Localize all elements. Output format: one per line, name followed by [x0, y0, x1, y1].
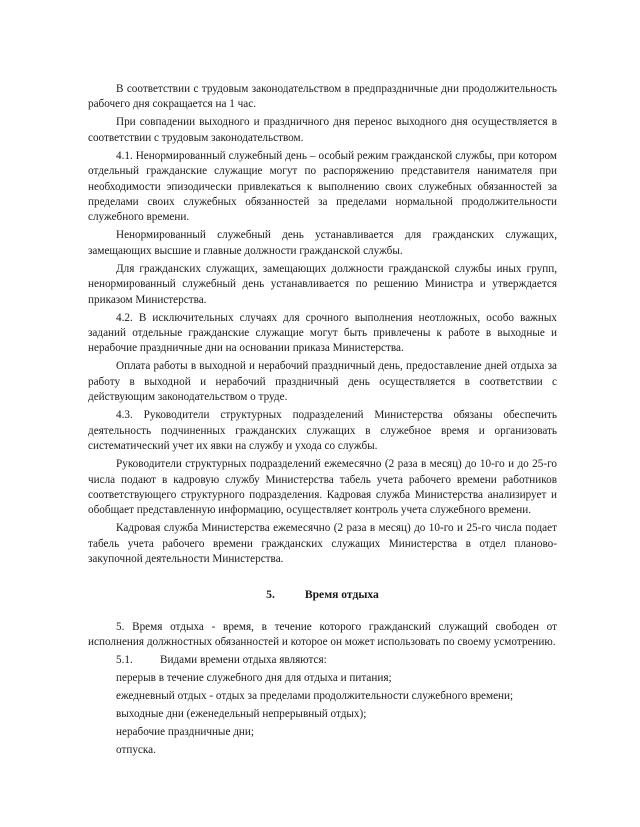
rest-types-list — [88, 653, 557, 758]
list-item: отпуска. — [116, 744, 156, 757]
list-item: ежедневный отдых - отдых за пределами продолжительности служебного времени; — [116, 690, 514, 703]
section-title: Время отдыха — [304, 587, 379, 601]
rest-types-heading — [88, 653, 557, 668]
rest-types-number: 5.1. — [116, 654, 133, 667]
paragraph-timesheet-hr: Кадровая служба Министерства ежемесячно (2 раза в месяц) до 10-го и 25-го числа подает табель учета рабочего времени гражданских служащих Министерства в отдел планово-закупочной деятельности Министерства. — [88, 522, 557, 566]
list-item: нерабочие праздничные дни; — [116, 726, 254, 739]
paragraph-holiday-pay: Оплата работы в выходной и нерабочий праздничный день, предоставление дней отдыха за работу в выходной и нерабочий праздничный день осуществляется в соответствии с действующим законодательством о труде. — [88, 360, 557, 404]
list-item: выходные дни (еженедельный непрерывный отдых); — [116, 708, 367, 721]
paragraph-timesheet-departments: Руководители структурных подразделений ежемесячно (2 раза в месяц) до 10-го и до 25-го числа подают в кадровую службу Министерства табель учета рабочего времени работников соответствующего структурного подразделения. Кадровая служба Министерства анализирует и обобщает представленную информацию, осуществляет контроль учета служебного времени. — [88, 458, 557, 517]
rest-types-heading-text: Видами времени отдыха являются: — [160, 654, 327, 667]
section-number: 5. — [266, 587, 275, 601]
paragraph-4-1: 4.1. Ненормированный служебный день – особый режим гражданской службы, при котором отдельный гражданские служащие могут по распоряжению представителя нанимателя при необходимости эпизодически привлекаться к выполнению своих служебных обязанностей за пределами своих служебных обязанностей за пределами нормальной продолжительности служебного времени. — [88, 149, 557, 224]
paragraph-section-intro: 5. Время отдыха - время, в течение которого гражданский служащий свободен от исполнения должностных обязанностей и которое он может использовать по своему усмотрению. — [88, 620, 557, 649]
paragraph-4-3: 4.3. Руководители структурных подразделений Министерства обязаны обеспечить деятельность подчиненных гражданских служащих в служебное время и организовать систематический учет их явки на службу и ухода со службы. — [88, 409, 557, 453]
paragraph-preholiday: В соответствии с трудовым законодательством в предпраздничные дни продолжительность рабочего дня сокращается на 1 час. — [88, 83, 557, 111]
paragraph-4-2: 4.2. В исключительных случаях для срочного выполнения неотложных, особо важных заданий отдельные гражданские служащие могут быть привлечены к работе в выходные и нерабочие праздничные дни на основании приказа Министерства. — [88, 311, 557, 355]
section-heading — [88, 587, 557, 602]
paragraph-day-off-transfer: При совпадении выходного и праздничного дня перенос выходного дня осуществляется в соответствии с трудовым законодательством. — [88, 116, 557, 144]
paragraph-irregular-day-other: Для гражданских служащих, замещающих должности гражданской службы иных групп, ненормированный служебный день устанавливается по решению Министра и утверждается приказом Министерства. — [88, 262, 557, 306]
paragraph-irregular-day-senior: Ненормированный служебный день устанавливается для гражданских служащих, замещающих высшие и главные должности гражданской службы. — [88, 229, 557, 257]
list-item: перерыв в течение служебного дня для отдыха и питания; — [116, 672, 392, 685]
